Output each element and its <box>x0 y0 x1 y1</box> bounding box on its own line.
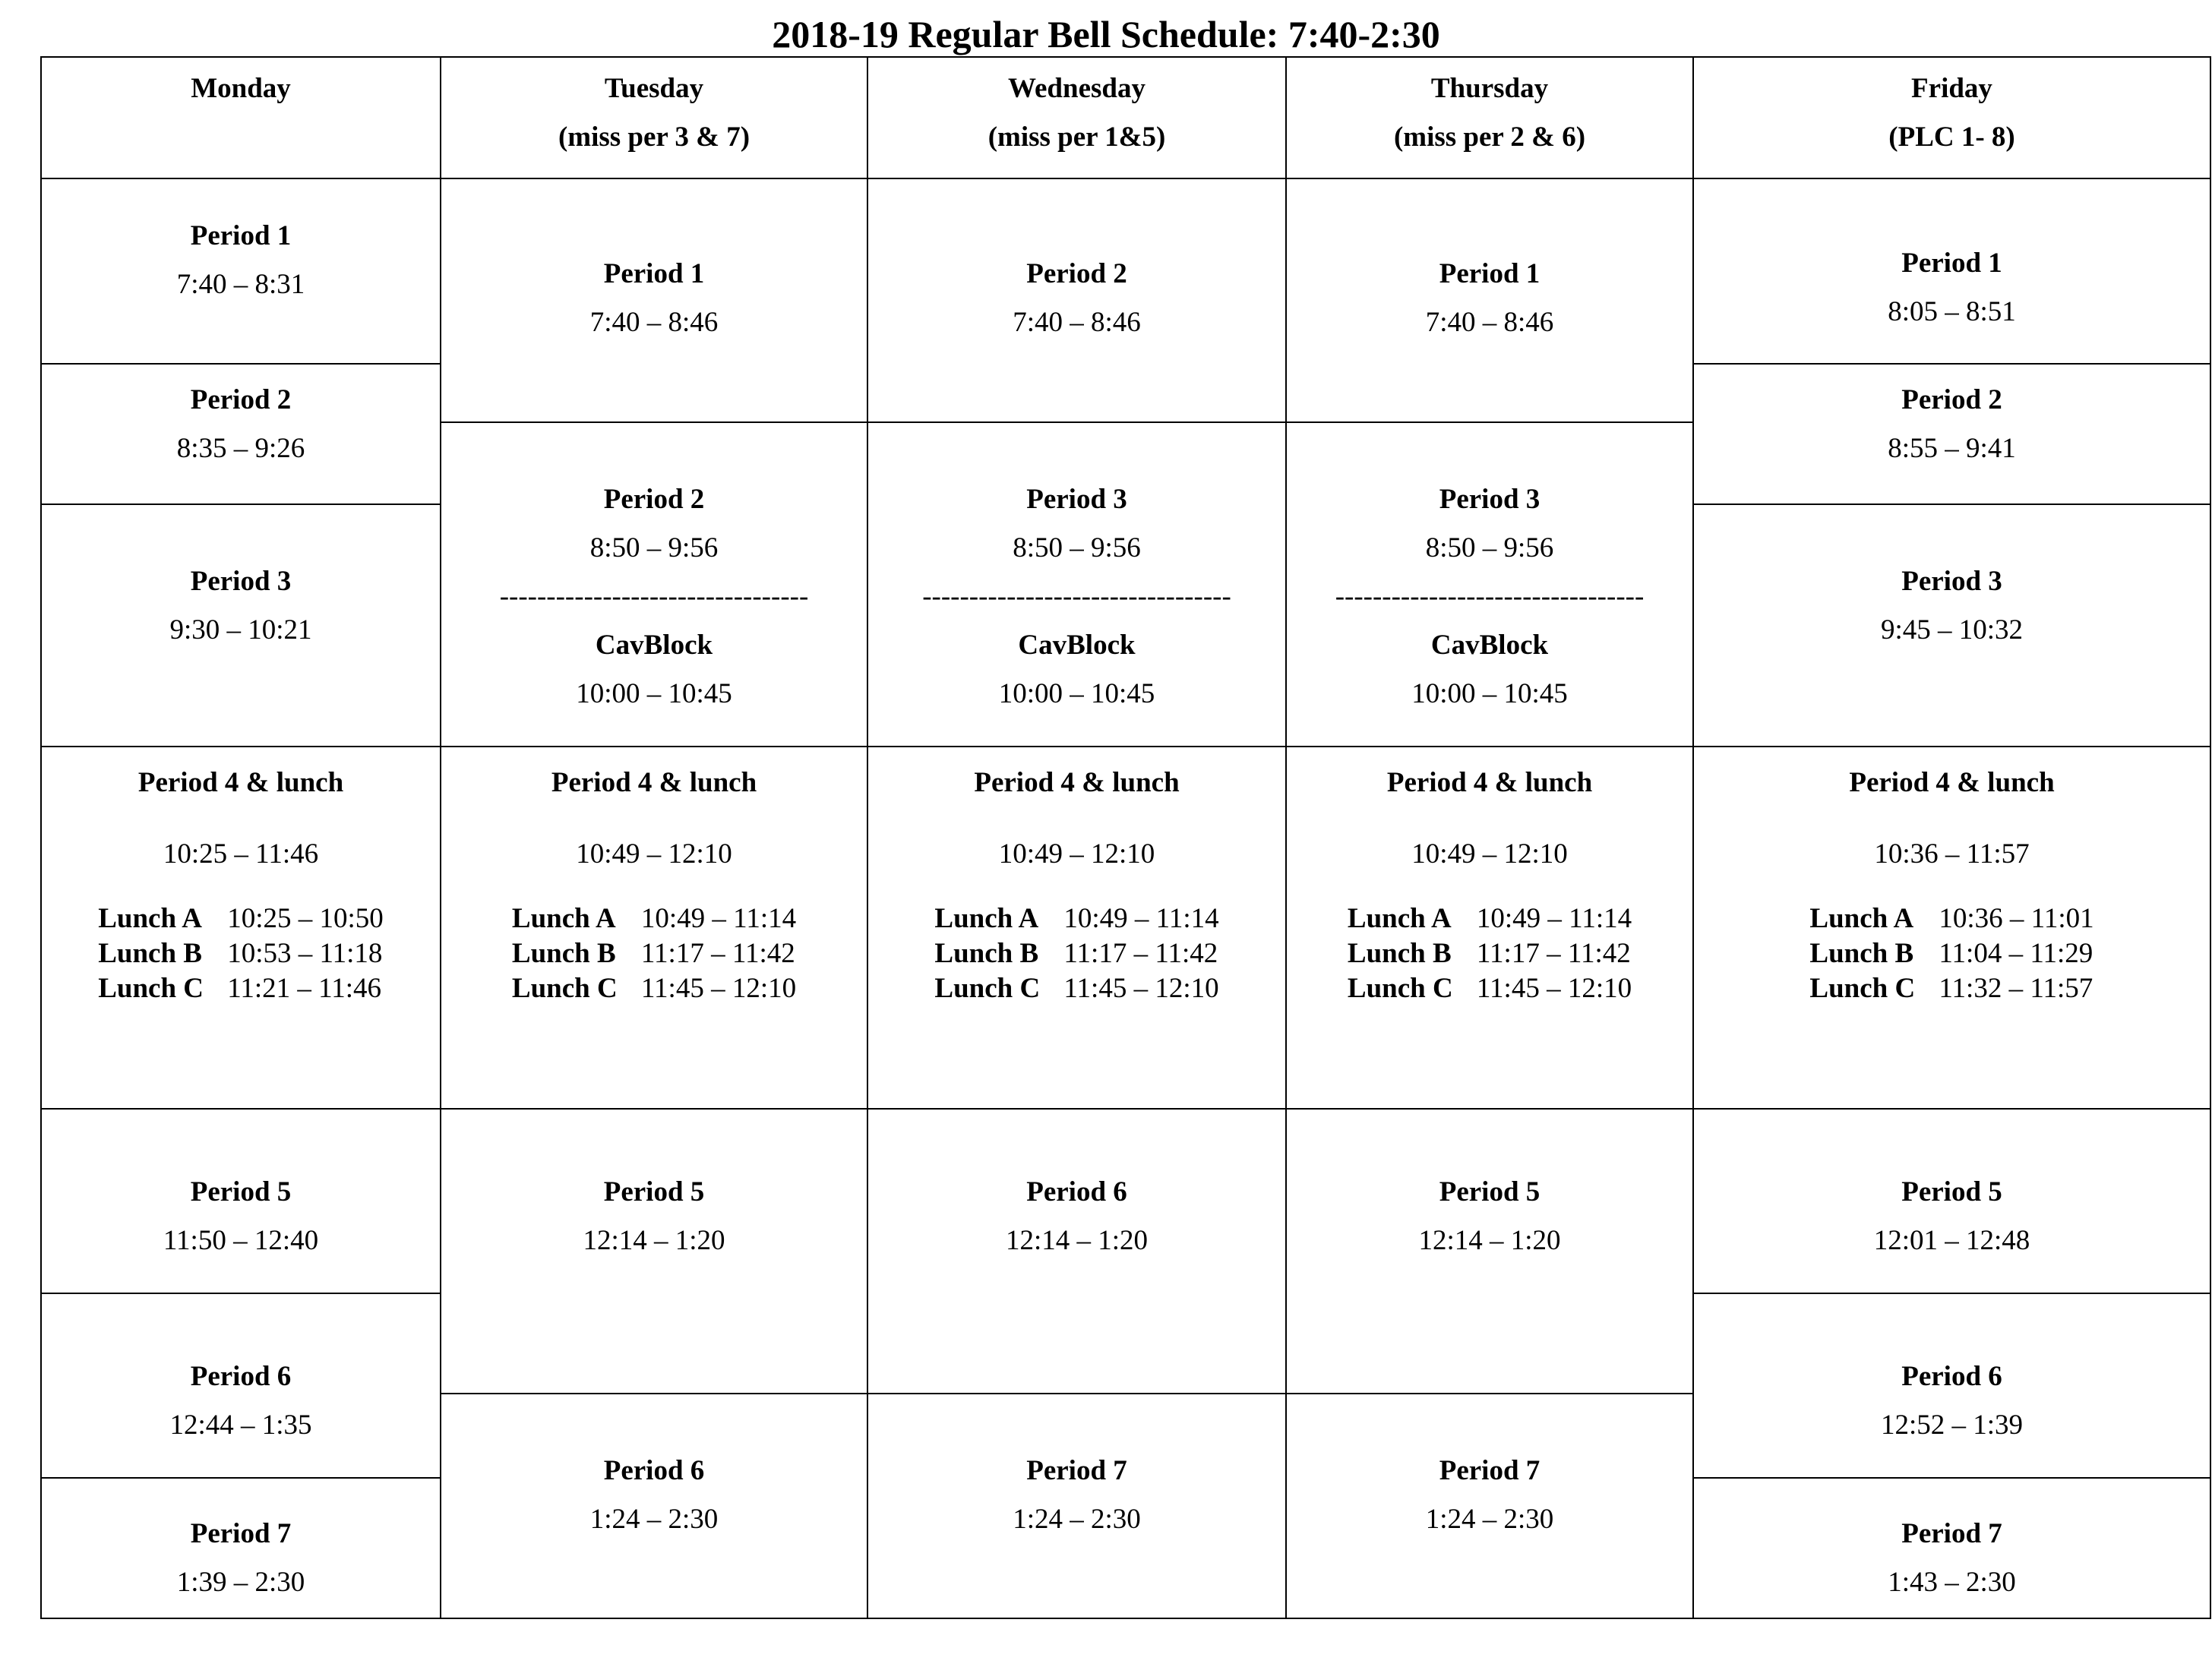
page-title: 2018-19 Regular Bell Schedule: 7:40-2:30 <box>772 13 1440 55</box>
lunch-row <box>512 971 796 1006</box>
lunch-row <box>1348 901 1632 936</box>
cavblock-label: CavBlock <box>1430 630 1549 661</box>
period-label: Period 7 <box>1026 1455 1127 1486</box>
period-cell-fri-p1 <box>1693 178 2210 364</box>
lunch-row <box>98 901 384 936</box>
cavblock-time: 10:00 – 10:45 <box>998 678 1155 709</box>
dashed-divider: --------------------------------- <box>499 581 809 612</box>
period-time: 12:01 – 12:48 <box>1873 1225 2030 1256</box>
lunch-name: Lunch B <box>934 938 1039 969</box>
period-label: Period 4 & lunch <box>974 767 1180 798</box>
day-note: (miss per 3 & 7) <box>558 122 750 153</box>
period-cell-tue-p5 <box>441 1109 867 1394</box>
period-label: Period 5 <box>190 1176 292 1208</box>
period-cell-fri-p2 <box>1693 364 2210 504</box>
period-time: 9:30 – 10:21 <box>169 614 312 646</box>
period-cell-mon-p3 <box>41 504 441 747</box>
period-time: 10:49 – 12:10 <box>1411 838 1568 870</box>
period-label: Period 7 <box>190 1518 292 1549</box>
lunch-name: Lunch C <box>1347 973 1453 1004</box>
period-time: 8:55 – 9:41 <box>1888 433 2016 464</box>
lunch-list <box>1348 901 1632 1006</box>
lunch-name: Lunch A <box>511 903 616 934</box>
day-note: (miss per 1&5) <box>988 122 1166 153</box>
period-cell-mon-p2 <box>41 364 441 504</box>
lunch-row <box>1809 971 2093 1006</box>
cavblock-time: 10:00 – 10:45 <box>1411 678 1568 709</box>
period-label: Period 2 <box>190 384 292 415</box>
period-time: 10:25 – 11:46 <box>163 838 319 870</box>
lunch-row <box>98 971 381 1006</box>
period-label: Period 3 <box>190 566 292 597</box>
period-label: Period 6 <box>190 1361 292 1392</box>
period-cell-wed-p2 <box>867 178 1286 422</box>
lunch-cell-tue-p4 <box>441 747 867 1109</box>
period-time: 8:35 – 9:26 <box>176 433 305 464</box>
period-cell-fri-p6 <box>1693 1293 2210 1478</box>
lunch-time: 10:49 – 11:14 <box>640 903 797 934</box>
lunch-list <box>934 901 1218 1006</box>
period-time: 8:05 – 8:51 <box>1888 296 2016 327</box>
day-name: Friday <box>1911 73 1992 104</box>
period-label: Period 1 <box>1901 248 2002 279</box>
lunch-row <box>934 936 1218 971</box>
lunch-name: Lunch B <box>1809 938 1914 969</box>
period-time: 11:50 – 12:40 <box>163 1225 319 1256</box>
period-label: Period 1 <box>1439 258 1540 289</box>
lunch-cell-mon-p4 <box>41 747 441 1109</box>
lunch-list <box>1809 901 2094 1006</box>
header-monday <box>41 57 441 178</box>
period-time: 12:14 – 1:20 <box>1418 1225 1561 1256</box>
lunch-list <box>98 901 384 1006</box>
period-cell-mon-p5 <box>41 1109 441 1293</box>
period-label: Period 5 <box>1439 1176 1540 1208</box>
period-label: Period 6 <box>1901 1361 2002 1392</box>
dashed-divider: --------------------------------- <box>922 581 1231 612</box>
period-cell-tue-p1 <box>441 178 867 422</box>
period-label: Period 5 <box>1901 1176 2002 1208</box>
period-label: Period 2 <box>1901 384 2002 415</box>
period-time: 12:14 – 1:20 <box>1005 1225 1149 1256</box>
period-cell-fri-p5 <box>1693 1109 2210 1293</box>
day-name: Tuesday <box>604 73 704 104</box>
period-label: Period 6 <box>1026 1176 1127 1208</box>
period-cell-wed-p7 <box>867 1394 1286 1618</box>
period-time: 12:52 – 1:39 <box>1880 1410 2024 1441</box>
period-time: 9:45 – 10:32 <box>1880 614 2024 646</box>
period-label: Period 7 <box>1901 1518 2002 1549</box>
period-label: Period 3 <box>1901 566 2002 597</box>
period-cell-thu-p1 <box>1286 178 1693 422</box>
header-tuesday <box>441 57 867 178</box>
period-time: 12:14 – 1:20 <box>583 1225 725 1256</box>
lunch-time: 10:49 – 11:14 <box>1476 903 1632 934</box>
day-note: (PLC 1- 8) <box>1888 122 2015 153</box>
lunch-name: Lunch C <box>1809 973 1916 1004</box>
lunch-name: Lunch B <box>511 938 616 969</box>
lunch-row <box>934 971 1218 1006</box>
lunch-cell-thu-p4 <box>1286 747 1693 1109</box>
period-time: 7:40 – 8:31 <box>176 269 305 300</box>
period-label: Period 5 <box>603 1176 705 1208</box>
lunch-name: Lunch A <box>98 903 202 934</box>
lunch-cell-wed-p4 <box>867 747 1286 1109</box>
day-name: Thursday <box>1430 73 1549 104</box>
period-time: 10:49 – 12:10 <box>998 838 1155 870</box>
lunch-row <box>1348 936 1631 971</box>
lunch-time: 10:49 – 11:14 <box>1063 903 1219 934</box>
period-cell-thu-p7 <box>1286 1394 1693 1618</box>
period-cell-mon-p7 <box>41 1478 441 1618</box>
period-time: 10:49 – 12:10 <box>576 838 732 870</box>
period-time: 1:39 – 2:30 <box>176 1567 305 1598</box>
lunch-name: Lunch A <box>1347 903 1452 934</box>
period-label: Period 2 <box>603 484 705 515</box>
period-time: 7:40 – 8:46 <box>589 307 719 338</box>
lunch-cell-fri-p4 <box>1693 747 2210 1109</box>
period-cell-mon-p6 <box>41 1293 441 1478</box>
lunch-time: 10:25 – 10:50 <box>227 903 384 934</box>
period-time: 7:40 – 8:46 <box>1013 307 1141 338</box>
lunch-name: Lunch A <box>1809 903 1914 934</box>
lunch-name: Lunch C <box>511 973 618 1004</box>
lunch-row <box>512 936 795 971</box>
lunch-list <box>512 901 796 1006</box>
period-time: 1:24 – 2:30 <box>589 1504 719 1535</box>
lunch-time: 11:17 – 11:42 <box>640 938 795 969</box>
period-label: Period 3 <box>1439 484 1540 515</box>
period-cell-thu-p5 <box>1286 1109 1693 1394</box>
period-label: Period 4 & lunch <box>551 767 757 798</box>
period-label: Period 1 <box>190 220 292 251</box>
period-cell-tue-p2 <box>441 422 867 747</box>
period-label: Period 6 <box>603 1455 705 1486</box>
period-time: 8:50 – 9:56 <box>1013 532 1141 564</box>
lunch-time: 11:45 – 12:10 <box>1063 973 1219 1004</box>
period-cell-fri-p3 <box>1693 504 2210 747</box>
period-time: 8:50 – 9:56 <box>589 532 719 564</box>
period-label: Period 4 & lunch <box>1386 767 1593 798</box>
day-name: Monday <box>191 73 291 104</box>
cavblock-label: CavBlock <box>595 630 713 661</box>
period-time: 7:40 – 8:46 <box>1425 307 1554 338</box>
lunch-time: 10:53 – 11:18 <box>227 938 383 969</box>
lunch-time: 11:04 – 11:29 <box>1939 938 2094 969</box>
period-cell-mon-p1 <box>41 178 441 364</box>
period-cell-fri-p7 <box>1693 1478 2210 1618</box>
day-note: (miss per 2 & 6) <box>1393 122 1586 153</box>
lunch-time: 11:17 – 11:42 <box>1063 938 1218 969</box>
period-time: 12:44 – 1:35 <box>169 1410 312 1441</box>
period-label: Period 3 <box>1026 484 1127 515</box>
dashed-divider: --------------------------------- <box>1335 581 1645 612</box>
lunch-name: Lunch C <box>934 973 1041 1004</box>
lunch-row <box>1809 901 2094 936</box>
period-time: 1:24 – 2:30 <box>1425 1504 1554 1535</box>
period-cell-wed-p6 <box>867 1109 1286 1394</box>
lunch-time: 11:17 – 11:42 <box>1476 938 1631 969</box>
header-thursday <box>1286 57 1693 178</box>
lunch-time: 11:45 – 12:10 <box>1476 973 1632 1004</box>
lunch-time: 11:45 – 12:10 <box>640 973 797 1004</box>
period-time: 1:24 – 2:30 <box>1013 1504 1141 1535</box>
lunch-name: Lunch B <box>98 938 202 969</box>
period-label: Period 1 <box>603 258 705 289</box>
period-cell-tue-p6 <box>441 1394 867 1618</box>
cavblock-time: 10:00 – 10:45 <box>576 678 732 709</box>
period-label: Period 7 <box>1439 1455 1540 1486</box>
lunch-name: Lunch B <box>1347 938 1452 969</box>
lunch-name: Lunch A <box>934 903 1039 934</box>
lunch-row <box>934 901 1218 936</box>
period-time: 8:50 – 9:56 <box>1425 532 1554 564</box>
lunch-row <box>512 901 796 936</box>
header-friday <box>1693 57 2210 178</box>
period-cell-wed-p3 <box>867 422 1286 747</box>
period-label: Period 4 & lunch <box>1849 767 2055 798</box>
period-label: Period 4 & lunch <box>137 767 344 798</box>
lunch-row <box>1809 936 2093 971</box>
period-cell-thu-p3 <box>1286 422 1693 747</box>
cavblock-label: CavBlock <box>1018 630 1136 661</box>
period-time: 1:43 – 2:30 <box>1888 1567 2016 1598</box>
period-time: 10:36 – 11:57 <box>1874 838 2030 870</box>
lunch-time: 11:21 – 11:46 <box>227 973 382 1004</box>
lunch-row <box>98 936 382 971</box>
lunch-time: 10:36 – 11:01 <box>1939 903 2094 934</box>
lunch-time: 11:32 – 11:57 <box>1939 973 2094 1004</box>
period-label: Period 2 <box>1026 258 1127 289</box>
header-wednesday <box>867 57 1286 178</box>
lunch-name: Lunch C <box>98 973 204 1004</box>
lunch-row <box>1348 971 1632 1006</box>
day-name: Wednesday <box>1008 73 1146 104</box>
